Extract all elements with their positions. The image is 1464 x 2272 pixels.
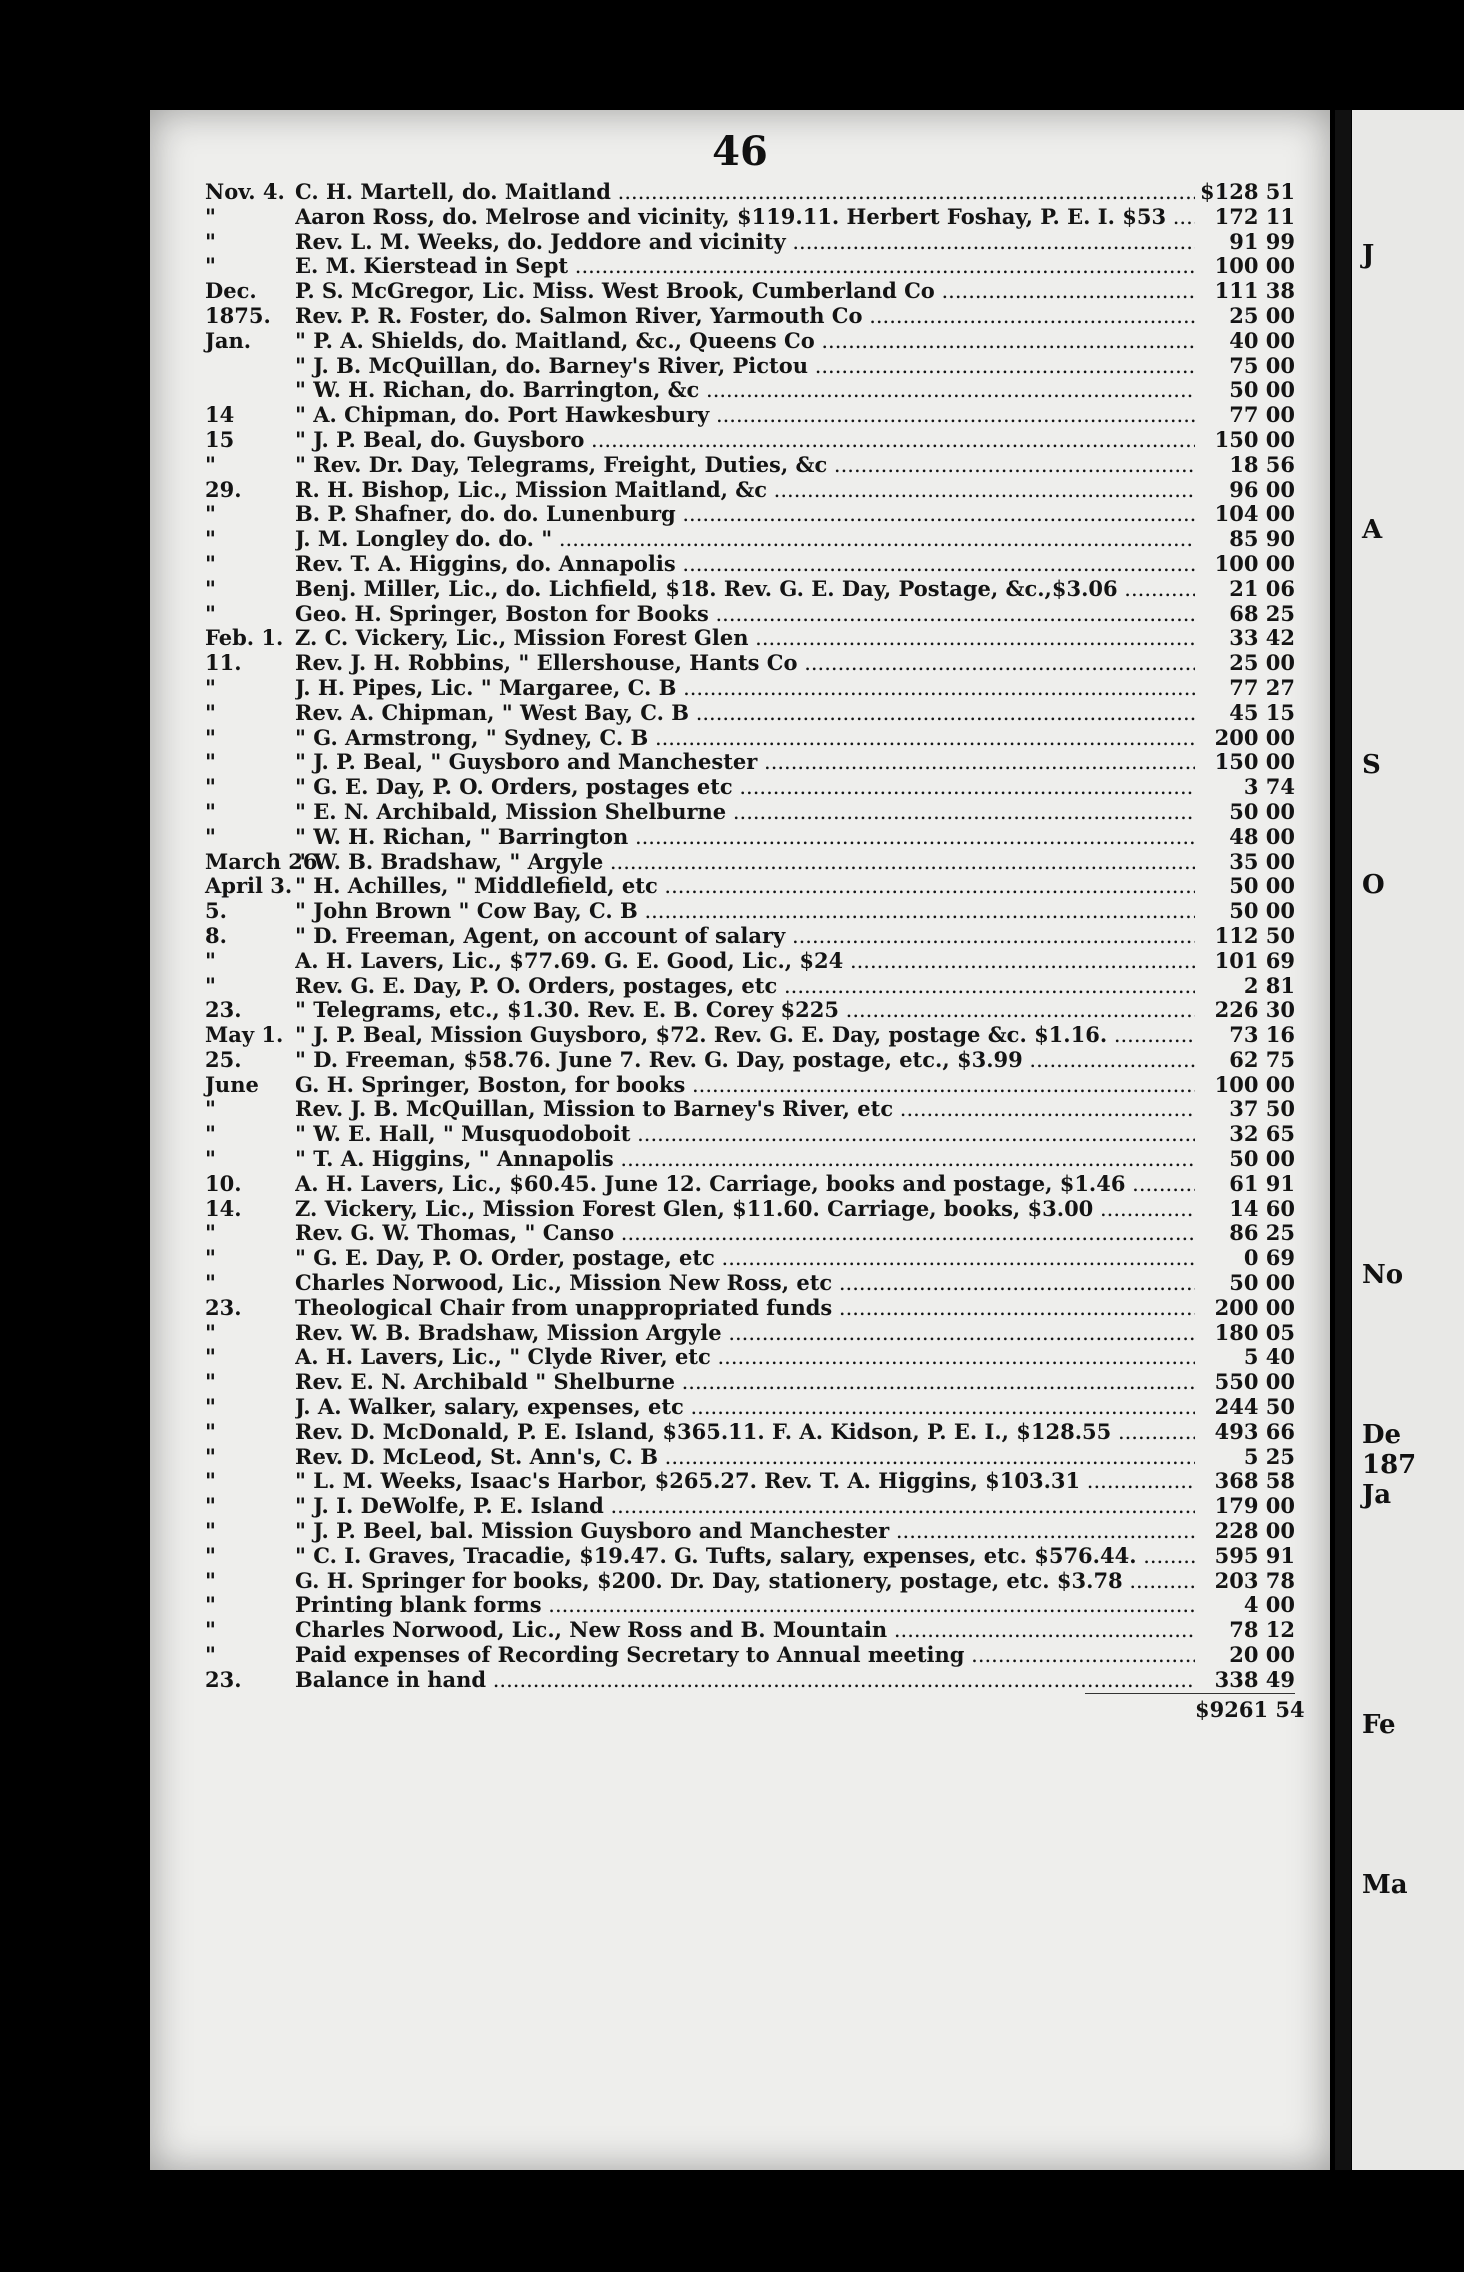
ledger-date: 14.: [205, 1195, 242, 1221]
ledger-amount: 179 00: [1214, 1493, 1295, 1519]
ledger-description: " J. P. Beal, " Guysboro and Manchester .....: [295, 750, 1195, 775]
ledger-date: ": [205, 1518, 216, 1544]
ledger-amount: 21 06: [1229, 575, 1295, 601]
ledger-amount: 112 50: [1214, 922, 1295, 948]
adjacent-page-text: Fe: [1362, 1710, 1396, 1740]
ledger-row: [205, 1469, 1295, 1494]
ledger-date: 11.: [205, 650, 242, 676]
ledger-date: March 26.: [205, 848, 325, 874]
ledger-row: [205, 1618, 1295, 1643]
ledger-date: ": [205, 1443, 216, 1469]
ledger-amount: 0 69: [1243, 1245, 1295, 1271]
ledger-amount: 50 00: [1229, 873, 1295, 899]
ledger-description: Rev. P. R. Foster, do. Salmon River, Yarmouth Co .....: [295, 304, 1195, 329]
ledger-row: [205, 701, 1295, 726]
ledger-date: 1875.: [205, 302, 271, 328]
ledger-description: Paid expenses of Recording Secretary to Annual meeting .....: [295, 1643, 1195, 1668]
ledger-row: [205, 1097, 1295, 1122]
ledger-description: Geo. H. Springer, Boston for Books .....: [295, 602, 1195, 627]
ledger-description: " Rev. Dr. Day, Telegrams, Freight, Duties, &c .....: [295, 453, 1195, 478]
ledger-amount: 62 75: [1229, 1046, 1295, 1072]
ledger-description: " W. H. Richan, do. Barrington, &c .....: [295, 378, 1195, 403]
ledger-description: B. P. Shafner, do. do. Lunenburg .....: [295, 502, 1195, 527]
ledger-description: C. H. Martell, do. Maitland .....: [295, 180, 1195, 205]
ledger-description: P. S. McGregor, Lic. Miss. West Brook, Cumberland Co .....: [295, 279, 1195, 304]
ledger-date: ": [205, 724, 216, 750]
ledger-date: 29.: [205, 476, 242, 502]
ledger-date: ": [205, 501, 216, 527]
ledger-row: [205, 726, 1295, 751]
ledger-row: [205, 1048, 1295, 1073]
ledger-description: Z. Vickery, Lic., Mission Forest Glen, $11.60. Carriage, books, $3.00 .....: [295, 1197, 1195, 1222]
ledger-description: Rev. L. M. Weeks, do. Jeddore and vicinity .....: [295, 230, 1195, 255]
ledger-row: [205, 1147, 1295, 1172]
ledger-amount: 85 90: [1229, 526, 1295, 552]
ledger-date: ": [205, 575, 216, 601]
ledger-amount: 203 78: [1214, 1567, 1295, 1593]
ledger-description: G. H. Springer for books, $200. Dr. Day, stationery, postage, etc. $3.78 .....: [295, 1569, 1195, 1594]
ledger-date: ": [205, 1096, 216, 1122]
ledger-date: ": [205, 798, 216, 824]
ledger-description: G. H. Springer, Boston, for books .....: [295, 1073, 1195, 1098]
ledger-row: [205, 1544, 1295, 1569]
ledger-date: Nov. 4.: [205, 179, 285, 204]
ledger-row: [205, 254, 1295, 279]
ledger-date: 8.: [205, 922, 227, 948]
ledger-date: April 3.: [205, 873, 293, 899]
ledger-date: ": [205, 1567, 216, 1593]
ledger-date: ": [205, 1493, 216, 1519]
ledger-description: " A. Chipman, do. Port Hawkesbury .....: [295, 403, 1195, 428]
ledger-amount: 200 00: [1214, 1294, 1295, 1320]
ledger-date: 23.: [205, 1666, 242, 1692]
adjacent-page-text: 187: [1362, 1450, 1417, 1480]
ledger-amount: 25 00: [1229, 302, 1295, 328]
ledger-description: " Telegrams, etc., $1.30. Rev. E. B. Corey $225 .....: [295, 998, 1195, 1023]
ledger-date: ": [205, 947, 216, 973]
ledger-description: " John Brown " Cow Bay, C. B .....: [295, 899, 1195, 924]
ledger-row: [205, 1271, 1295, 1296]
ledger-amount: 550 00: [1214, 1369, 1295, 1395]
ledger-amount: 40 00: [1229, 327, 1295, 353]
ledger-amount: 100 00: [1214, 253, 1295, 279]
ledger-row: [205, 626, 1295, 651]
ledger-description: Aaron Ross, do. Melrose and vicinity, $119.11. Herbert Foshay, P. E. I. $53 .....: [295, 205, 1195, 230]
ledger-amount: 96 00: [1229, 476, 1295, 502]
ledger-amount: 101 69: [1214, 947, 1295, 973]
ledger-date: ": [205, 600, 216, 626]
ledger-date: June: [205, 1071, 259, 1097]
ledger-row: [205, 775, 1295, 800]
ledger-amount: 73 16: [1229, 1022, 1295, 1048]
ledger-row: [205, 428, 1295, 453]
adjacent-page-text: No: [1362, 1260, 1404, 1290]
ledger-amount: 32 65: [1229, 1121, 1295, 1147]
ledger-row: [205, 453, 1295, 478]
ledger-amount: 18 56: [1229, 451, 1295, 477]
ledger-amount: 595 91: [1214, 1542, 1295, 1568]
ledger-date: ": [205, 774, 216, 800]
ledger-date: ": [205, 1121, 216, 1147]
ledger-description: " G. E. Day, P. O. Orders, postages etc .....: [295, 775, 1195, 800]
ledger-description: A. H. Lavers, Lic., $77.69. G. E. Good, Lic., $24 .....: [295, 949, 1195, 974]
ledger-amount: 180 05: [1214, 1319, 1295, 1345]
adjacent-page-text: A: [1362, 515, 1383, 545]
adjacent-page-text: Ma: [1362, 1870, 1408, 1900]
ledger-row: [205, 1246, 1295, 1271]
ledger-description: A. H. Lavers, Lic., $60.45. June 12. Carriage, books and postage, $1.46 .....: [295, 1172, 1195, 1197]
ledger-amount: 14 60: [1229, 1195, 1295, 1221]
ledger-row: [205, 577, 1295, 602]
ledger-row: [205, 1345, 1295, 1370]
ledger-date: ": [205, 1220, 216, 1246]
ledger-description: Charles Norwood, Lic., New Ross and B. Mountain .....: [295, 1618, 1195, 1643]
ledger-row: [205, 974, 1295, 999]
ledger-row: [205, 1321, 1295, 1346]
ledger-row: [205, 1395, 1295, 1420]
adjacent-page-text: J: [1362, 240, 1375, 270]
ledger-row: [205, 850, 1295, 875]
ledger-description: Rev. J. B. McQuillan, Mission to Barney's River, etc .....: [295, 1097, 1195, 1122]
ledger-amount: 3 74: [1243, 774, 1295, 800]
ledger-date: ": [205, 699, 216, 725]
ledger-date: ": [205, 228, 216, 254]
ledger-description: " C. I. Graves, Tracadie, $19.47. G. Tufts, salary, expenses, etc. $576.44. .....: [295, 1544, 1195, 1569]
ledger-date: 15: [205, 426, 235, 452]
ledger-amount: 33 42: [1229, 625, 1295, 651]
ledger-description: Rev. W. B. Bradshaw, Mission Argyle .....: [295, 1321, 1195, 1346]
ledger-amount: 68 25: [1229, 600, 1295, 626]
ledger-description: " G. E. Day, P. O. Order, postage, etc .....: [295, 1246, 1195, 1271]
ledger-amount: 244 50: [1214, 1394, 1295, 1420]
ledger-amount: 86 25: [1229, 1220, 1295, 1246]
ledger-description: Rev. T. A. Higgins, do. Annapolis .....: [295, 552, 1195, 577]
ledger-date: ": [205, 1394, 216, 1420]
ledger-amount: 172 11: [1214, 203, 1295, 229]
ledger-amount: 228 00: [1214, 1518, 1295, 1544]
ledger-row: [205, 676, 1295, 701]
ledger-date: ": [205, 749, 216, 775]
ledger-row: [205, 1668, 1295, 1693]
ledger-date: ": [205, 1270, 216, 1296]
ledger-total-row: [205, 1696, 1305, 1723]
ledger-date: ": [205, 1319, 216, 1345]
ledger-amount: $128 51: [1200, 179, 1295, 204]
ledger-description: Rev. E. N. Archibald " Shelburne .....: [295, 1370, 1195, 1395]
ledger-date: ": [205, 1245, 216, 1271]
ledger-amount: 100 00: [1214, 1071, 1295, 1097]
ledger-date: Feb. 1.: [205, 625, 284, 651]
ledger-table: [205, 179, 1305, 1722]
ledger-description: " G. Armstrong, " Sydney, C. B .....: [295, 726, 1195, 751]
ledger-row: [205, 354, 1295, 379]
ledger-amount: 91 99: [1229, 228, 1295, 254]
ledger-amount: 50 00: [1229, 1146, 1295, 1172]
ledger-row: [205, 329, 1295, 354]
ledger-description: " J. I. DeWolfe, P. E. Island .....: [295, 1494, 1195, 1519]
ledger-date: 25.: [205, 1046, 242, 1072]
ledger-date: ": [205, 526, 216, 552]
ledger-row: [205, 502, 1295, 527]
ledger-amount: 2 81: [1243, 972, 1295, 998]
ledger-date: 14: [205, 402, 235, 428]
ledger-row: [205, 1172, 1295, 1197]
ledger-description: Printing blank forms .....: [295, 1593, 1195, 1618]
ledger-row: [205, 205, 1295, 230]
ledger-row: [205, 1420, 1295, 1445]
ledger-description: " W. E. Hall, " Musquodoboit .....: [295, 1122, 1195, 1147]
ledger-description: Rev. D. McLeod, St. Ann's, C. B .....: [295, 1445, 1195, 1470]
ledger-row: [205, 180, 1295, 205]
ledger-amount: 45 15: [1229, 699, 1295, 725]
ledger-description: " P. A. Shields, do. Maitland, &c., Queens Co .....: [295, 329, 1195, 354]
ledger-amount: 50 00: [1229, 377, 1295, 403]
adjacent-page-text: O: [1362, 870, 1385, 900]
ledger-amount: 5 25: [1243, 1443, 1295, 1469]
ledger-amount: 75 00: [1229, 352, 1295, 378]
ledger-row: [205, 1073, 1295, 1098]
ledger-amount: 50 00: [1229, 798, 1295, 824]
ledger-description: Benj. Miller, Lic., do. Lichfield, $18. Rev. G. E. Day, Postage, &c.,$3.06 .....: [295, 577, 1195, 602]
ledger-page: [150, 110, 1330, 2170]
ledger-date: ": [205, 1617, 216, 1643]
ledger-row: [205, 602, 1295, 627]
ledger-row: [205, 1197, 1295, 1222]
book-gutter: [1335, 110, 1351, 2170]
ledger-row: [205, 924, 1295, 949]
ledger-date: 10.: [205, 1170, 242, 1196]
ledger-row: [205, 899, 1295, 924]
ledger-amount: 35 00: [1229, 848, 1295, 874]
ledger-date: Jan.: [205, 327, 252, 353]
ledger-row: [205, 1643, 1295, 1668]
ledger-amount: 77 00: [1229, 402, 1295, 428]
ledger-row: [205, 1519, 1295, 1544]
ledger-date: Dec.: [205, 278, 257, 304]
ledger-row: [205, 1494, 1295, 1519]
ledger-date: 23.: [205, 1294, 242, 1320]
ledger-row: [205, 230, 1295, 255]
ledger-date: ": [205, 972, 216, 998]
page-number: 46: [712, 128, 768, 175]
ledger-description: " E. N. Archibald, Mission Shelburne .....: [295, 800, 1195, 825]
ledger-date: ": [205, 1542, 216, 1568]
ledger-row: [205, 1122, 1295, 1147]
ledger-description: " J. P. Beal, do. Guysboro .....: [295, 428, 1195, 453]
ledger-row: [205, 1593, 1295, 1618]
ledger-amount: 226 30: [1214, 997, 1295, 1023]
ledger-amount: 104 00: [1214, 501, 1295, 527]
ledger-row: [205, 403, 1295, 428]
ledger-amount: 200 00: [1214, 724, 1295, 750]
ledger-date: ": [205, 550, 216, 576]
ledger-description: " J. B. McQuillan, do. Barney's River, Pictou .....: [295, 354, 1195, 379]
ledger-description: Rev. D. McDonald, P. E. Island, $365.11. F. A. Kidson, P. E. I., $128.55 .....: [295, 1420, 1195, 1445]
adjacent-page-fragment: [1352, 110, 1464, 2170]
ledger-row: [205, 552, 1295, 577]
ledger-amount: 61 91: [1229, 1170, 1295, 1196]
ledger-row: [205, 478, 1295, 503]
ledger-row: [205, 1569, 1295, 1594]
ledger-row: [205, 304, 1295, 329]
ledger-description: Rev. G. W. Thomas, " Canso .....: [295, 1221, 1195, 1246]
ledger-amount: 48 00: [1229, 823, 1295, 849]
adjacent-page-text: Ja: [1362, 1480, 1392, 1510]
ledger-date: ": [205, 823, 216, 849]
ledger-description: " T. A. Higgins, " Annapolis .....: [295, 1147, 1195, 1172]
ledger-row: [205, 825, 1295, 850]
ledger-amount: 5 40: [1243, 1344, 1295, 1370]
ledger-description: Rev. A. Chipman, " West Bay, C. B .....: [295, 701, 1195, 726]
ledger-date: ": [205, 1642, 216, 1668]
ledger-description: " W. H. Richan, " Barrington .....: [295, 825, 1195, 850]
ledger-date: ": [205, 1468, 216, 1494]
ledger-description: " D. Freeman, $58.76. June 7. Rev. G. Day, postage, etc., $3.99 .....: [295, 1048, 1195, 1073]
ledger-description: J. M. Longley do. do. " .....: [295, 527, 1195, 552]
ledger-date: ": [205, 1592, 216, 1618]
ledger-amount: 37 50: [1229, 1096, 1295, 1122]
ledger-row: [205, 527, 1295, 552]
ledger-date: ": [205, 253, 216, 279]
ledger-date: ": [205, 674, 216, 700]
ledger-row: [205, 874, 1295, 899]
ledger-description: Charles Norwood, Lic., Mission New Ross, etc .....: [295, 1271, 1195, 1296]
ledger-amount: 100 00: [1214, 550, 1295, 576]
ledger-amount: 20 00: [1229, 1642, 1295, 1668]
ledger-description: Rev. J. H. Robbins, " Ellershouse, Hants Co .....: [295, 651, 1195, 676]
ledger-description: E. M. Kierstead in Sept .....: [295, 254, 1195, 279]
ledger-amount: 150 00: [1214, 426, 1295, 452]
ledger-amount: 111 38: [1214, 278, 1295, 304]
ledger-row: [205, 1370, 1295, 1395]
ledger-total: $9261 54: [1195, 1696, 1305, 1722]
ledger-date: ": [205, 1344, 216, 1370]
adjacent-page-text: De: [1362, 1420, 1402, 1450]
ledger-description: A. H. Lavers, Lic., " Clyde River, etc .....: [295, 1345, 1195, 1370]
ledger-date: 5.: [205, 898, 227, 924]
ledger-amount: 368 58: [1214, 1468, 1295, 1494]
ledger-amount: 4 00: [1243, 1592, 1295, 1618]
ledger-row: [205, 279, 1295, 304]
ledger-description: Theological Chair from unappropriated funds .....: [295, 1296, 1195, 1321]
ledger-description: " W. B. Bradshaw, " Argyle .....: [295, 850, 1195, 875]
ledger-amount: 77 27: [1229, 674, 1295, 700]
ledger-row: [205, 800, 1295, 825]
ledger-date: May 1.: [205, 1022, 284, 1048]
ledger-date: ": [205, 1146, 216, 1172]
ledger-description: R. H. Bishop, Lic., Mission Maitland, &c .....: [295, 478, 1195, 503]
ledger-description: " L. M. Weeks, Isaac's Harbor, $265.27. Rev. T. A. Higgins, $103.31 .....: [295, 1469, 1195, 1494]
ledger-date: ": [205, 203, 216, 229]
ledger-date: ": [205, 451, 216, 477]
adjacent-page-text: S: [1362, 750, 1381, 780]
ledger-row: [205, 1023, 1295, 1048]
ledger-row: [205, 378, 1295, 403]
ledger-date: ": [205, 1418, 216, 1444]
ledger-description: J. H. Pipes, Lic. " Margaree, C. B .....: [295, 676, 1195, 701]
ledger-description: " H. Achilles, " Middlefield, etc .....: [295, 874, 1195, 899]
ledger-row: [205, 1296, 1295, 1321]
ledger-amount: 338 49: [1214, 1666, 1295, 1692]
ledger-row: [205, 998, 1295, 1023]
ledger-description: " D. Freeman, Agent, on account of salary .....: [295, 924, 1195, 949]
ledger-description: Z. C. Vickery, Lic., Mission Forest Glen .....: [295, 626, 1195, 651]
ledger-description: " J. P. Beel, bal. Mission Guysboro and Manchester .....: [295, 1519, 1195, 1544]
ledger-row: [205, 1221, 1295, 1246]
ledger-amount: 150 00: [1214, 749, 1295, 775]
ledger-amount: 50 00: [1229, 898, 1295, 924]
ledger-date: ": [205, 1369, 216, 1395]
ledger-description: Balance in hand .....: [295, 1668, 1195, 1693]
ledger-row: [205, 651, 1295, 676]
ledger-row: [205, 949, 1295, 974]
ledger-amount: 493 66: [1214, 1418, 1295, 1444]
ledger-row: [205, 1445, 1295, 1470]
ledger-amount: 50 00: [1229, 1270, 1295, 1296]
ledger-row: [205, 750, 1295, 775]
ledger-date: 23.: [205, 997, 242, 1023]
ledger-description: J. A. Walker, salary, expenses, etc .....: [295, 1395, 1195, 1420]
ledger-amount: 25 00: [1229, 650, 1295, 676]
ledger-amount: 78 12: [1229, 1617, 1295, 1643]
ledger-description: " J. P. Beal, Mission Guysboro, $72. Rev. G. E. Day, postage &c. $1.16. .....: [295, 1023, 1195, 1048]
ledger-description: Rev. G. E. Day, P. O. Orders, postages, etc .....: [295, 974, 1195, 999]
